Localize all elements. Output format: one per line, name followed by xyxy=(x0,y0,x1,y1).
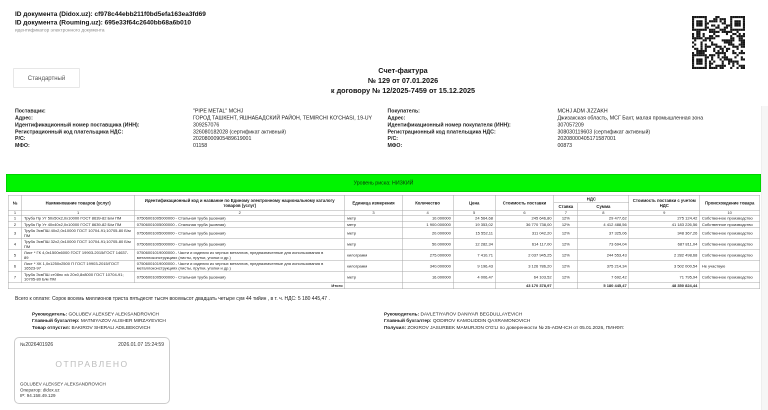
cell-origin: Собственное производство xyxy=(700,222,760,228)
col-number: 4 xyxy=(402,210,453,215)
supplier-vat-label: Регистрационный код плательщика НДС: xyxy=(15,128,124,135)
supplier-label: Поставщик: xyxy=(15,108,46,114)
buyer-account-label: Р/С: xyxy=(387,135,398,142)
cell-rate: 12% xyxy=(554,222,578,228)
buyer-vat-label: Регистрационный код плательщика НДС: xyxy=(387,128,496,135)
signature-label: Главный бухгалтер: xyxy=(32,318,80,324)
signature-line xyxy=(384,324,754,331)
col-number: 1 xyxy=(8,210,22,215)
buyer-inn-label: Идентификационный номер покупателя (ИНН): xyxy=(387,121,511,128)
stamp-number: №2026401926 xyxy=(20,342,54,348)
buyer-address: Джизакская область, МСГ Бахт, малая промышленная зона xyxy=(557,114,704,121)
cell-unit: метр xyxy=(345,228,402,239)
cell-rate: 12% xyxy=(554,215,578,221)
cell-unit: метр xyxy=(345,239,402,250)
cell-code: 07506001005000000 - Стальная труба (шовная) xyxy=(134,222,344,228)
cell-origin: Собственное производство xyxy=(700,215,760,221)
col-number: 6 xyxy=(495,210,554,215)
cell-origin: Собственное производство xyxy=(700,250,760,261)
signature-line xyxy=(384,311,754,318)
cell-name: Труба ЭсвПШ ст08пс х/к 20х0,8х8000 ГОСТ 10704-91; 10705-80 Б/м ПМ xyxy=(22,272,135,283)
cell-cost: 3 126 786,20 xyxy=(495,261,554,272)
cell-cost: 614 117,00 xyxy=(495,239,554,250)
cell-qty: 275.000000 xyxy=(402,250,453,261)
cell-total: 687 811,04 xyxy=(629,239,700,250)
cell-vat: 7 692,42 xyxy=(578,272,629,283)
totals-grand: 48 350 824,44 xyxy=(629,283,700,289)
cell-price: 9 196,43 xyxy=(453,261,495,272)
cell-num: 3 xyxy=(8,228,22,239)
cell-name: Труба Пр Ут 50х50х2,0х10000 ГОСТ 8639-82 Б/м ПМ xyxy=(22,215,135,221)
template-standard-button[interactable]: Стандартный xyxy=(13,68,80,88)
sent-stamp xyxy=(14,337,170,404)
col-header-cost: Стоимость поставки xyxy=(495,195,554,210)
cell-total: 71 795,94 xyxy=(629,272,700,283)
cell-code: 07506001005000000 - Стальная труба (шовная) xyxy=(134,215,344,221)
col-number: 2 xyxy=(134,210,344,215)
table-row xyxy=(8,239,760,250)
cell-unit: метр xyxy=(345,272,402,283)
cell-origin: Не участвую xyxy=(700,261,760,272)
stamp-signer-name: GOLUBEV ALEKSEY ALEKSANDROVICH xyxy=(20,381,106,387)
cell-unit: метр xyxy=(345,222,402,228)
cell-total: 275 124,42 xyxy=(629,215,700,221)
signature-line xyxy=(384,318,754,325)
totals-vat: 5 180 445,47 xyxy=(578,283,629,289)
signature-line xyxy=(32,324,166,331)
table-row xyxy=(8,261,760,272)
cell-unit: метр xyxy=(345,215,402,221)
cell-qty: 50.000000 xyxy=(402,239,453,250)
buyer-name: MCHJ ADM JIZZAKH xyxy=(557,108,608,114)
signature-value: BAKIROV SHERALI ADILBEKOVICH xyxy=(71,324,151,331)
doc-id-didox: ID документа (Didox.uz): cf978c44ebb211f0bd5efa163ea3fd69 xyxy=(15,10,206,18)
cell-qty: 340.000000 xyxy=(402,261,453,272)
supplier-vat: 326080182028 (сертификат активный) xyxy=(193,128,287,135)
cell-num: 5 xyxy=(8,250,22,261)
supplier-mfo: 01158 xyxy=(193,142,208,149)
cell-unit: килограмм xyxy=(345,250,402,261)
document-ids xyxy=(15,10,206,33)
cell-name: Труба Пр Ут 40х40х2,0х10000 ГОСТ 8639-82 Б/м ПМ xyxy=(22,222,135,228)
supplier-name: "PIPE METAL" MCHJ xyxy=(193,108,244,114)
signature-value: GOLUBEV ALEKSEY ALEKSANDROVICH xyxy=(68,311,159,317)
cell-num: 7 xyxy=(8,272,22,283)
cell-cost: 245 646,80 xyxy=(495,215,554,221)
totals-empty xyxy=(402,283,453,289)
col-header-qty: Количество xyxy=(402,195,453,210)
cell-name: Лист * ХК 1,0х1250х2500 П ГОСТ 19903-2015/ГОСТ 16523-97 xyxy=(22,261,135,272)
supplier-account: 20208000905489619001 xyxy=(193,135,252,142)
buyer-inn: 307057209 xyxy=(557,121,584,128)
supplier-block xyxy=(15,108,388,150)
cell-cost: 2 037 945,25 xyxy=(495,250,554,261)
buyer-mfo: 00873 xyxy=(557,142,573,149)
col-header-unit: Единица измерения xyxy=(345,195,402,210)
cell-qty: 1 900.000000 xyxy=(402,222,453,228)
cell-price: 7 410,71 xyxy=(453,250,495,261)
cell-origin: Собственное производство xyxy=(700,272,760,283)
doc-id-caption: идентификатор электронного документа xyxy=(15,27,105,33)
table-row xyxy=(8,228,760,239)
amount-due-line: Всего к оплате: Сорок восемь миллионов триста пятьдесят тысяч восемьсот двадцать четыре сум 44 тийин , в т. ч. НДС: 5 180 445,47 . xyxy=(15,296,330,302)
stamp-status: ОТПРАВЛЕНО xyxy=(55,359,129,369)
col-header-vat-sum: Сумма xyxy=(578,203,629,211)
parties-section xyxy=(15,108,760,150)
cell-price: 15 552,11 xyxy=(453,228,495,239)
cell-vat: 29 477,62 xyxy=(578,215,629,221)
signature-label: Руководитель: xyxy=(32,311,68,317)
risk-level-banner xyxy=(6,174,761,192)
cell-vat: 4 412 488,56 xyxy=(578,222,629,228)
cell-code: 07506001005000000 - Стальная труба (шовная) xyxy=(134,228,344,239)
cell-num: 1 xyxy=(8,215,22,221)
signature-label: Получил: xyxy=(384,324,407,331)
cell-price: 19 353,02 xyxy=(453,222,495,228)
col-number: 1 xyxy=(22,210,135,215)
signature-label: Главный бухгалтер: xyxy=(384,318,432,324)
cell-num: 2 xyxy=(8,222,22,228)
cell-name: Лист * ГК 4,0х1500х6000 ГОСТ 19903-2015/ГОСТ 14637-89 xyxy=(22,250,135,261)
invoice-table xyxy=(8,195,760,289)
col-number: 8 xyxy=(578,210,629,215)
invoice-title-block xyxy=(0,66,768,96)
cell-vat: 73 694,04 xyxy=(578,239,629,250)
risk-level-text: Уровень риска: НИЗКИЙ xyxy=(353,180,414,186)
cell-total: 2 282 498,68 xyxy=(629,250,700,261)
table-header-row xyxy=(8,195,760,203)
supplier-address-label: Адрес: xyxy=(15,114,33,121)
signature-line xyxy=(32,318,166,325)
col-number: 3 xyxy=(345,210,402,215)
cell-num: 6 xyxy=(8,261,22,272)
col-header-name: Наименование товаров (услуг) xyxy=(22,195,135,210)
totals-empty xyxy=(345,283,402,289)
cell-rate: 12% xyxy=(554,261,578,272)
invoice-number: № 129 от 07.01.2026 xyxy=(367,77,439,85)
buyer-signatures xyxy=(384,311,754,331)
signature-value: QODIROV KAMOLIDDIN QAXRAMONOVICH xyxy=(432,318,531,324)
col-header-vat-rate: Ставка xyxy=(554,203,578,211)
scrollbar-track[interactable] xyxy=(762,106,768,410)
cell-rate: 12% xyxy=(554,239,578,250)
totals-empty xyxy=(453,283,495,289)
stamp-datetime: 2026.01.07 15:24:59 xyxy=(118,342,164,348)
invoice-table-body xyxy=(8,215,760,282)
supplier-account-label: Р/С: xyxy=(15,135,26,142)
invoice-contract: к договору № 12/2025-7459 от 15.12.2025 xyxy=(330,87,476,95)
buyer-account: 20208000405171587001 xyxy=(557,135,616,142)
cell-origin: Собственное производство xyxy=(700,228,760,239)
invoice-title: Счет-фактура xyxy=(378,67,428,75)
cell-code: 07506001019000000 - Части и изделия из черных металлов, предназначенные для использования в металлоконструкциях (листы, прутки, уголки и др.) xyxy=(134,250,344,261)
cell-vat: 375 214,34 xyxy=(578,261,629,272)
col-header-code: Идентификационный код и название по Единому электронному национальному каталогу товаров (услуг) xyxy=(134,195,344,210)
col-number: 7 xyxy=(554,210,578,215)
cell-rate: 12% xyxy=(554,250,578,261)
supplier-mfo-label: МФО: xyxy=(15,142,30,149)
table-row xyxy=(8,250,760,261)
signature-label: Руководитель: xyxy=(384,311,420,317)
cell-name: Труба ЭсвПШ 40х2,0х10000 ГОСТ 10704-91;10705-80 Б/м ПМ xyxy=(22,228,135,239)
cell-qty: 16.000000 xyxy=(402,272,453,283)
doc-id-rouming: ID документа (Rouming.uz): 695e33f64c2640bb68a6b010 xyxy=(15,18,192,26)
table-row xyxy=(8,272,760,283)
cell-rate: 12% xyxy=(554,272,578,283)
col-header-price: Цена xyxy=(453,195,495,210)
col-header-total: Стоимость поставки с учетом НДС xyxy=(629,195,700,210)
cell-num: 4 xyxy=(8,239,22,250)
col-number: 9 xyxy=(629,210,700,215)
cell-cost: 36 770 738,00 xyxy=(495,222,554,228)
cell-vat: 244 553,43 xyxy=(578,250,629,261)
buyer-mfo-label: МФО: xyxy=(387,142,403,149)
cell-vat: 37 325,06 xyxy=(578,228,629,239)
cell-total: 41 183 226,56 xyxy=(629,222,700,228)
supplier-inn-label: Идентификационный номер поставщика (ИНН): xyxy=(15,121,140,128)
cell-origin: Собственное производство xyxy=(700,239,760,250)
cell-price: 4 006,47 xyxy=(453,272,495,283)
stamp-ip: IP: 94.158.49.129 xyxy=(20,393,56,399)
supplier-inn: 309257076 xyxy=(193,121,220,128)
col-header-origin: Происхождение товара xyxy=(700,195,760,210)
col-header-vat-group: НДС xyxy=(554,195,629,203)
buyer-block xyxy=(388,108,761,150)
qr-code-icon xyxy=(692,16,745,69)
cell-rate: 12% xyxy=(554,228,578,239)
col-number: 5 xyxy=(453,210,495,215)
buyer-label: Покупатель: xyxy=(387,108,420,114)
signature-value: ZOKIROV JASURBEK MAMURJON O'G'LI по доверенности № 25-ADM-ICH от 05.01.2026, ПИНФЛ: xyxy=(407,324,625,331)
supplier-address: ГОРОД ТАШКЕНТ, ЯШНАБАДСКИЙ РАЙОН, TEMIRCHI KO'CHASI, 19-UY xyxy=(193,114,373,121)
stamp-operator: Оператор: didox.uz xyxy=(20,387,60,393)
buyer-address-label: Адрес: xyxy=(387,114,406,121)
buyer-vat: 308030119603 (сертификат активный) xyxy=(557,128,651,135)
col-header-num: № xyxy=(8,195,22,210)
cell-qty: 20.000000 xyxy=(402,228,453,239)
cell-price: 12 282,34 xyxy=(453,239,495,250)
signature-line xyxy=(32,311,166,318)
signature-value: MATNIYAZOV ALISHER MIRZAYEVICH xyxy=(80,318,166,324)
cell-name: Труба ЭсвПШ 32х2,0х10000 ГОСТ 10704-91;10705-80 Б/м ПМ xyxy=(22,239,135,250)
supplier-signatures xyxy=(32,311,166,331)
cell-cost: 311 042,20 xyxy=(495,228,554,239)
col-number: 10 xyxy=(700,210,760,215)
cell-total: 3 502 000,54 xyxy=(629,261,700,272)
cell-code: 07506001019000000 - Части и изделия из черных металлов, предназначенные для использования в металлоконструкциях (листы, прутки, уголки и др.) xyxy=(134,261,344,272)
totals-label: Итого xyxy=(8,283,345,289)
totals-empty xyxy=(700,283,760,289)
cell-total: 348 367,26 xyxy=(629,228,700,239)
cell-price: 24 564,68 xyxy=(453,215,495,221)
signature-label: Товар отпустил: xyxy=(32,324,71,331)
signature-value: DAVLETIYAROV DANIYAR BEGDULLAYEVICH xyxy=(420,311,523,317)
totals-cost: 43 170 378,97 xyxy=(495,283,554,289)
table-totals-row xyxy=(8,283,760,289)
cell-cost: 64 103,52 xyxy=(495,272,554,283)
cell-code: 07506001005000000 - Стальная труба (шовная) xyxy=(134,239,344,250)
cell-qty: 10.000000 xyxy=(402,215,453,221)
totals-empty xyxy=(554,283,578,289)
cell-unit: килограмм xyxy=(345,261,402,272)
cell-code: 07506001005000000 - Стальная труба (шовная) xyxy=(134,272,344,283)
